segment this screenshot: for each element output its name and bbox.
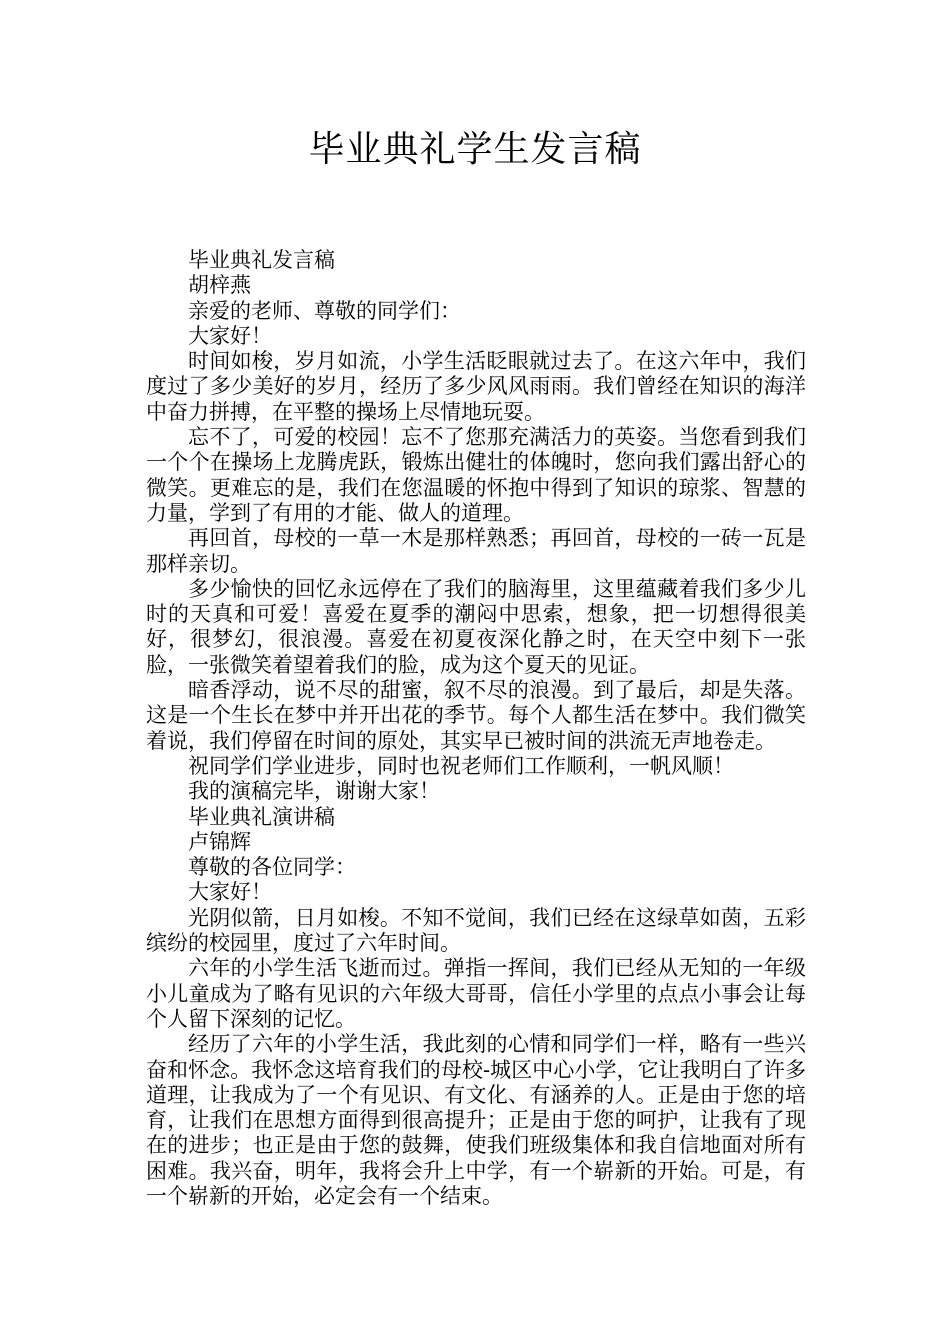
paragraph: 再回首，母校的一草一木是那样熟悉；再回首，母校的一砖一瓦是那样亲切。 <box>146 526 806 576</box>
paragraph-salutation-2: 尊敬的各位同学： <box>188 855 356 880</box>
paragraph-greeting-2: 大家好！ <box>188 880 272 905</box>
document-body <box>146 248 806 1209</box>
paragraph: 光阴似箭，日月如梭。不知不觉间，我们已经在这绿草如茵，五彩缤纷的校园里，度过了六年时间。 <box>146 905 806 956</box>
paragraph: 经历了六年的小学生活，我此刻的心情和同学们一样，略有一些兴奋和怀念。我怀念这培育我们的母校-城区中心小学，它让我明白了许多道理，让我成为了一个有见识、有文化、有涵养的人。正是由于您的培育，让我们在思想方面得到很高提升；正是由于您的呵护，让我有了现在的进步；也正是由于您的鼓舞，使我们班级集体和我自信地面对所有困难。我兴奋，明年，我将会升上中学，有一个崭新的开始。可是，有一个崭新的开始，必定会有一个结束。 <box>146 1032 806 1208</box>
paragraph: 时间如梭，岁月如流，小学生活眨眼就过去了。在这六年中，我们度过了多少美好的岁月，经历了多少风风雨雨。我们曾经在知识的海洋中奋力拼搏，在平整的操场上尽情地玩耍。 <box>146 349 806 424</box>
document-title: 毕业典礼学生发言稿 <box>308 129 642 170</box>
paragraph: 我的演稿完毕，谢谢大家！ <box>188 779 440 804</box>
paragraph-heading-speech-1: 毕业典礼发言稿 <box>188 248 335 272</box>
paragraph-heading-speech-2: 毕业典礼演讲稿 <box>188 804 335 829</box>
paragraph: 祝同学们学业进步，同时也祝老师们工作顺利，一帆风顺！ <box>188 753 734 778</box>
paragraph: 忘不了，可爱的校园！忘不了您那充满活力的英姿。当您看到我们一个个在操场上龙腾虎跃，锻炼出健壮的体魄时，您向我们露出舒心的微笑。更难忘的是，我们在您温暖的怀抱中得到了知识的琼浆、智慧的力量，学到了有用的才能、做人的道理。 <box>146 425 806 525</box>
paragraph-greeting-1: 大家好！ <box>188 323 272 348</box>
paragraph-salutation-1: 亲爱的老师、尊敬的同学们： <box>188 298 461 323</box>
paragraph-author-2: 卢锦辉 <box>188 829 251 854</box>
paragraph: 多少愉快的回忆永远停在了我们的脑海里，这里蕴藏着我们多少儿时的天真和可爱！喜爱在夏季的潮闷中思索，想象，把一切想得很美好，很梦幻，很浪漫。喜爱在初夏夜深化静之时，在天空中刻下一张脸，一张微笑着望着我们的脸，成为这个夏天的见证。 <box>146 576 806 677</box>
paragraph: 六年的小学生活飞逝而过。弹指一挥间，我们已经从无知的一年级小儿童成为了略有见识的六年级大哥哥，信任小学里的点点小事会让每个人留下深刻的记忆。 <box>146 956 806 1031</box>
paragraph-author-1: 胡梓燕 <box>188 273 251 298</box>
paragraph: 暗香浮动，说不尽的甜蜜，叙不尽的浪漫。到了最后，却是失落。这是一个生长在梦中并开出花的季节。每个人都生活在梦中。我们微笑着说，我们停留在时间的原处，其实早已被时间的洪流无声地卷走。 <box>146 678 806 753</box>
